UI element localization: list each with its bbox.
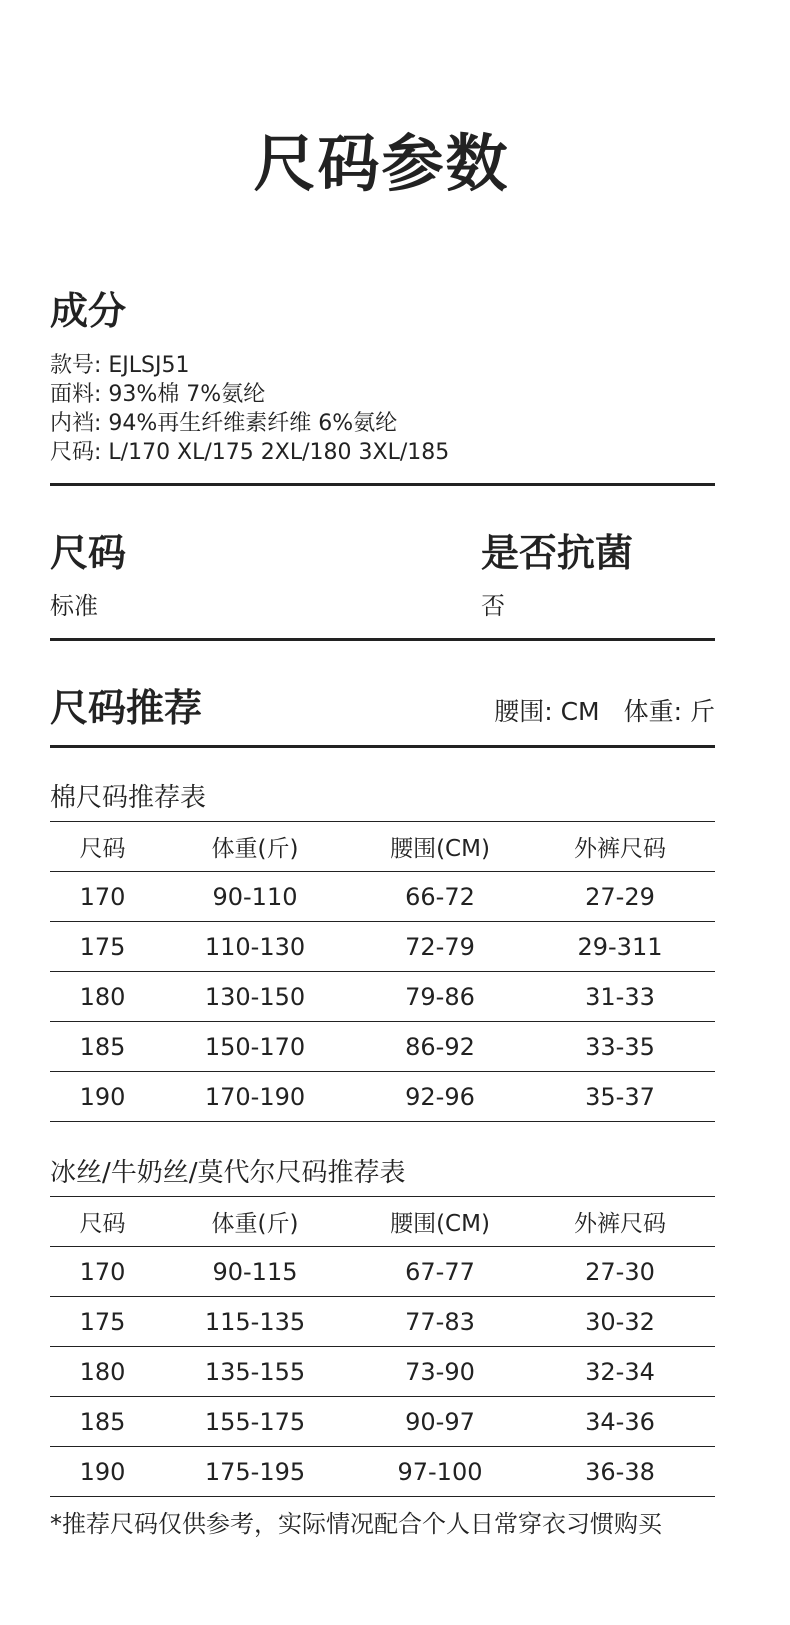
table-cell: 190 — [50, 1447, 155, 1497]
table-cell: 90-110 — [155, 872, 355, 922]
table-cell: 175-195 — [155, 1447, 355, 1497]
fabric-composition: 面料: 93%棉 7%氨纶 — [50, 382, 266, 407]
cotton-table-title: 棉尺码推荐表 — [50, 783, 207, 813]
table-cell: 36-38 — [525, 1447, 715, 1497]
table-cell: 110-130 — [155, 922, 355, 972]
table-row — [50, 1297, 715, 1347]
size-type-value: 标准 — [50, 592, 98, 620]
table-row — [50, 1072, 715, 1122]
ice-silk-table-title: 冰丝/牛奶丝/莫代尔尺码推荐表 — [50, 1158, 406, 1188]
table-cell: 97-100 — [355, 1447, 525, 1497]
table-cell: 32-34 — [525, 1347, 715, 1397]
table-cell: 90-115 — [155, 1247, 355, 1297]
table-cell: 170 — [50, 872, 155, 922]
table-cell: 155-175 — [155, 1397, 355, 1447]
table-row — [50, 1022, 715, 1072]
column-header: 腰围(CM) — [355, 822, 525, 872]
style-number: 款号: EJLSJ51 — [50, 353, 190, 378]
table-cell: 29-311 — [525, 922, 715, 972]
table-cell: 185 — [50, 1397, 155, 1447]
page-title: 尺码参数 — [253, 127, 510, 200]
table-cell: 35-37 — [525, 1072, 715, 1122]
table-cell: 86-92 — [355, 1022, 525, 1072]
column-header: 腰围(CM) — [355, 1197, 525, 1247]
unit-legend — [494, 695, 715, 729]
column-header: 外裤尺码 — [525, 822, 715, 872]
table-row — [50, 1397, 715, 1447]
table-cell: 175 — [50, 1297, 155, 1347]
table-cell: 92-96 — [355, 1072, 525, 1122]
table-cell: 135-155 — [155, 1347, 355, 1397]
table-cell: 31-33 — [525, 972, 715, 1022]
table-row — [50, 1447, 715, 1497]
table-row — [50, 1347, 715, 1397]
table-header-row — [50, 822, 715, 872]
size-type-label: 尺码 — [50, 531, 127, 575]
cotton-size-table — [50, 821, 715, 1122]
column-header: 体重(斤) — [155, 1197, 355, 1247]
section-divider — [50, 483, 715, 486]
table-cell: 27-29 — [525, 872, 715, 922]
table-cell: 72-79 — [355, 922, 525, 972]
column-header: 尺码 — [50, 1197, 155, 1247]
column-header: 尺码 — [50, 822, 155, 872]
table-cell: 79-86 — [355, 972, 525, 1022]
table-row — [50, 922, 715, 972]
section-divider — [50, 638, 715, 641]
table-cell: 67-77 — [355, 1247, 525, 1297]
table-cell: 175 — [50, 922, 155, 972]
table-row — [50, 972, 715, 1022]
antibacterial-value: 否 — [481, 592, 505, 620]
table-cell: 190 — [50, 1072, 155, 1122]
table-cell: 185 — [50, 1022, 155, 1072]
ice-silk-size-table — [50, 1196, 715, 1497]
composition-heading: 成分 — [50, 289, 127, 333]
table-row — [50, 1247, 715, 1297]
table-cell: 34-36 — [525, 1397, 715, 1447]
crotch-lining-composition: 内裆: 94%再生纤维素纤维 6%氨纶 — [50, 411, 398, 436]
section-divider — [50, 745, 715, 748]
antibacterial-label: 是否抗菌 — [481, 531, 634, 575]
table-cell: 90-97 — [355, 1397, 525, 1447]
column-header: 外裤尺码 — [525, 1197, 715, 1247]
table-cell: 130-150 — [155, 972, 355, 1022]
table-cell: 73-90 — [355, 1347, 525, 1397]
table-cell: 170-190 — [155, 1072, 355, 1122]
size-list: 尺码: L/170 XL/175 2XL/180 3XL/185 — [50, 440, 450, 465]
table-header-row — [50, 1197, 715, 1247]
table-row — [50, 872, 715, 922]
table-cell: 150-170 — [155, 1022, 355, 1072]
table-cell: 180 — [50, 972, 155, 1022]
waist-unit: 腰围: CM — [494, 697, 600, 726]
table-cell: 77-83 — [355, 1297, 525, 1347]
table-cell: 27-30 — [525, 1247, 715, 1297]
weight-unit: 体重: 斤 — [623, 697, 715, 726]
table-cell: 30-32 — [525, 1297, 715, 1347]
composition-details — [50, 351, 449, 467]
recommendation-heading: 尺码推荐 — [50, 686, 203, 730]
table-cell: 170 — [50, 1247, 155, 1297]
table-cell: 115-135 — [155, 1297, 355, 1347]
column-header: 体重(斤) — [155, 822, 355, 872]
table-cell: 33-35 — [525, 1022, 715, 1072]
table-cell: 66-72 — [355, 872, 525, 922]
footnote: *推荐尺码仅供参考，实际情况配合个人日常穿衣习惯购买 — [50, 1510, 662, 1538]
table-cell: 180 — [50, 1347, 155, 1397]
